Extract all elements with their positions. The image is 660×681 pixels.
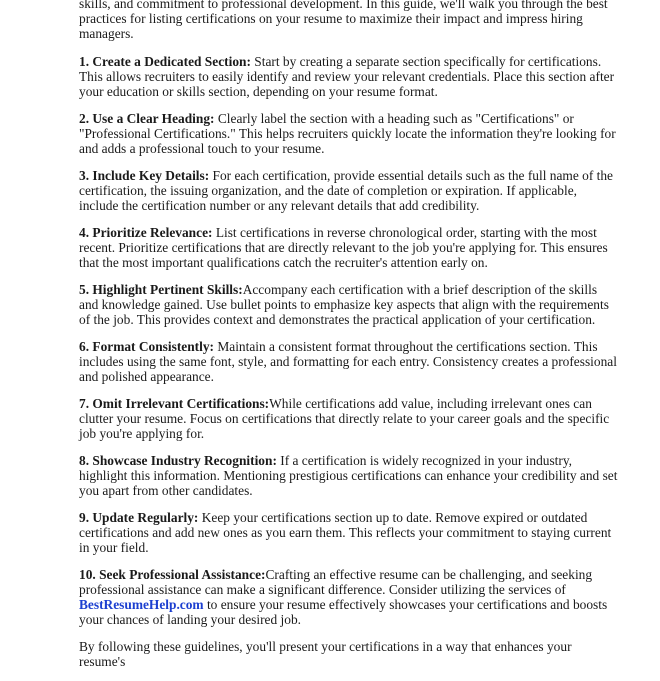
tip-heading: 3. Include Key Details: xyxy=(79,168,210,183)
tip-body: Start by creating a separate section specifically for certifications. This allows recruiters to easily identify and review your relevant credentials. Place this section after your education or skills section, depending on your resume format. xyxy=(79,54,615,99)
tip-heading: 5. Highlight Pertinent Skills: xyxy=(79,282,243,297)
tip-body: Maintain a consistent format throughout the certifications section. This includes using the same font, style, and formatting for each entry. Consistency creates a professional and polished appearance. xyxy=(79,339,617,384)
tip-heading: 2. Use a Clear Heading: xyxy=(79,111,215,126)
article-body xyxy=(79,0,619,681)
tip-7 xyxy=(79,396,619,441)
tip-5 xyxy=(79,282,619,327)
tip-heading: 8. Showcase Industry Recognition: xyxy=(79,453,277,468)
tip-6 xyxy=(79,339,619,384)
tip-4 xyxy=(79,225,619,270)
tip-heading: 9. Update Regularly: xyxy=(79,510,199,525)
tip-body: For each certification, provide essential details such as the full name of the certification, the issuing organization, and the date of completion or expiration. If applicable, include the certification number or any relevant details that add credibility. xyxy=(79,168,613,213)
tip-heading: 10. Seek Professional Assistance: xyxy=(79,567,266,582)
tip-body: Accompany each certification with a brief description of the skills and knowledge gained. Use bullet points to emphasize key aspects that align with the requirements of the job. This provides context and demonstrates the practical application of your certification. xyxy=(79,282,609,327)
tip-heading: 7. Omit Irrelevant Certifications: xyxy=(79,396,270,411)
tip-body: Crafting an effective resume can be challenging, and seeking professional assistance can make a significant difference. Consider utilizing the services of xyxy=(79,567,593,597)
tip-body-continued: to ensure your resume effectively showcases your certifications and boosts your chances of landing your desired job. xyxy=(79,597,608,627)
tip-body: Keep your certifications section up to date. Remove expired or outdated certifications and add new ones as you earn them. This reflects your commitment to staying current in your field. xyxy=(79,510,612,555)
tip-10 xyxy=(79,567,619,627)
tip-heading: 6. Format Consistently: xyxy=(79,339,215,354)
tip-body: List certifications in reverse chronological order, starting with the most recent. Prioritize certifications that are directly relevant to the job you're applying for. This ensures that the most important qualifications catch the recruiter's attention early on. xyxy=(79,225,608,270)
tip-3 xyxy=(79,168,619,213)
tip-heading: 1. Create a Dedicated Section: xyxy=(79,54,251,69)
tip-8 xyxy=(79,453,619,498)
tip-heading: 4. Prioritize Relevance: xyxy=(79,225,213,240)
tip-body: Clearly label the section with a heading such as "Certifications" or "Professional Certifications." This helps recruiters quickly locate the information they're looking for and adds a professional touch to your resume. xyxy=(79,111,616,156)
tip-2 xyxy=(79,111,619,156)
tip-body: While certifications add value, including irrelevant ones can clutter your resume. Focus on certifications that directly relate to your career goals and the specific job you're applying for. xyxy=(79,396,610,441)
tip-body: If a certification is widely recognized in your industry, highlight this information. Mentioning prestigious certifications can enhance your credibility and set you apart from other candidates. xyxy=(79,453,618,498)
intro-paragraph: skills, and commitment to professional development. In this guide, we'll walk you through the best practices for listing certifications on your resume to maximize their impact and impress hiring managers. xyxy=(79,0,608,41)
bestresumehelp-link[interactable]: BestResumeHelp.com xyxy=(79,597,204,612)
tip-9 xyxy=(79,510,619,555)
closing-paragraph: By following these guidelines, you'll present your certifications in a way that enhances your resume's xyxy=(79,639,572,669)
tip-1 xyxy=(79,54,619,99)
